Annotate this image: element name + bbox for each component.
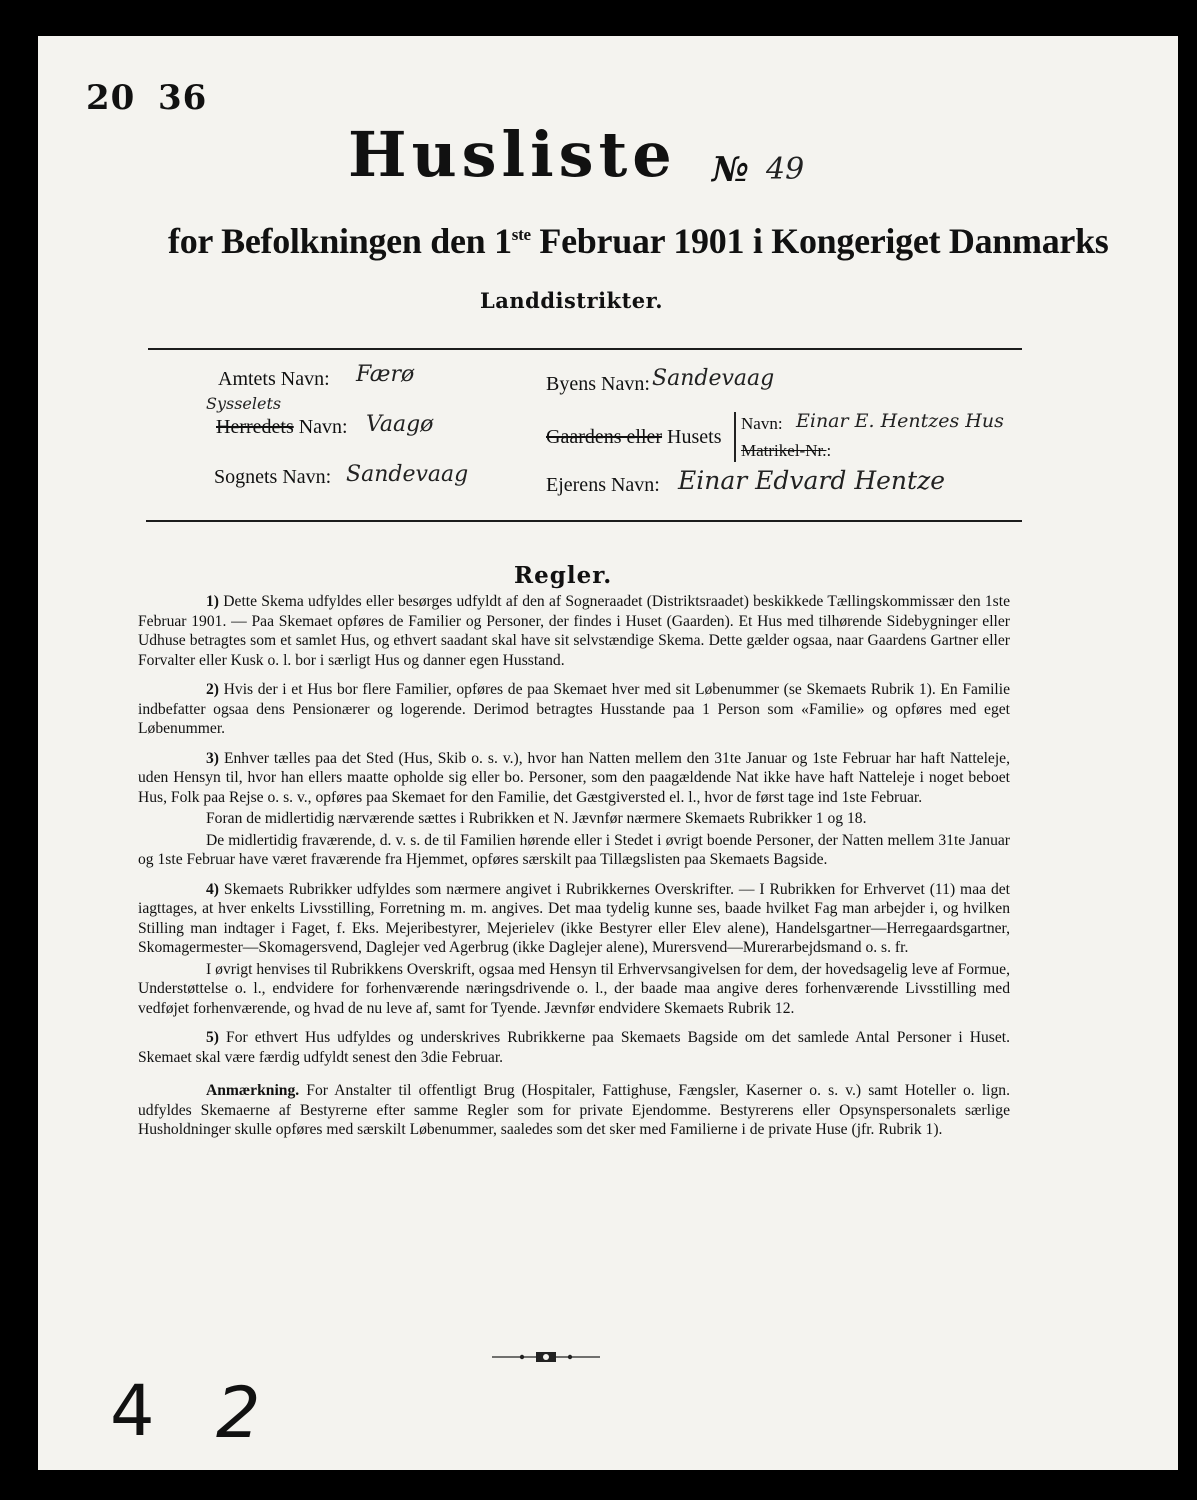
rule-1: 1) Dette Skema udfyldes eller besørges udfyldt af den af Sogneraadet (Distriktsraadet) beskikkede Tællingskommissær den 1ste Februar 1901. — Paa Skemaet opføres de Familier og Personer, der findes i Huset (Gaarden). Et Hus med tilhørende Sidebygninger eller Udhuse betragtes som et samlet Hus, og ethvert saadant skal have sit selvstændige Skema. Dette gælder ogsaa, naar Gaardens Gartner eller Forvalter eller Kusk o. l. bor i særligt Hus og danner egen Husstand. [138,593,1010,669]
syssel-handwritten: Sysselets [206,394,282,413]
handwritten-number-left: 4 [110,1370,155,1452]
district-heading: Landdistrikter. [480,288,664,313]
subtitle: for Befolkningen den 1ste Februar 1901 i Kongeriget Danmarks [168,221,1109,261]
rule-2: 2) Hvis der i et Hus bor flere Familier, opføres de paa Skemaet hver med sit Løbenummer (se Skemaets Rubrik 1). En Familie indbefatter ogsaa dens Pensionærer og logerende. Derimod betragtes Husstande paa 1 Person som «Familie» og opføres med eget Løbenummer. [138,681,1010,737]
by-label: Byens Navn: [546,373,650,395]
rules-heading: Regler. [514,562,613,589]
handwritten-number-right: 2 [216,1372,261,1454]
amt-label: Amtets Navn: [218,368,330,390]
corner-number-left: 20 [86,78,136,118]
sogn-label: Sognets Navn: [214,466,332,488]
herred-value: Vaagø [366,412,434,437]
ejer-value: Einar Edvard Hentze [678,466,946,495]
amt-value: Færø [356,362,415,387]
rule-3b: Foran de midlertidig nærværende sættes i Rubrikken et N. Jævnfør nærmere Skemaets Rubrikker 1 og 18. [206,810,867,827]
by-value: Sandevaag [652,366,775,391]
corner-number-right: 36 [158,78,208,118]
top-divider [148,348,1022,350]
navn-value: Einar E. Hentzes Hus [796,410,1004,432]
rule-4: 4) Skemaets Rubrikker udfyldes som nærmere angivet i Rubrikkernes Overskrifter. — I Rubrikken for Erhvervet (11) maa det iagttages, at hver enkelts Livsstilling, Forretning m. m. angives. Det maa tydelig kunne ses, baade hvilket Fag man arbejder i, og hvilken Stilling man indtager i Faget, f. Eks. Mejeribestyrer, Mejerielev (ikke Bestyrer eller Elev alene), Handelsgartner—Herregaardsgartner, Skomagermester—Skomagersvend, Daglejer ved Agerbrug (ikke Daglejer alene), Murersvend—Murerarbejdsmand o. s. fr. [138,880,1010,956]
ejer-label: Ejerens Navn: [546,474,660,496]
gaard-husets-label: Gaardens eller Husets [546,426,722,448]
decorative-ornament [492,1350,600,1364]
rule-3: 3) Enhver tælles paa det Sted (Hus, Skib o. s. v.), hvor han Natten mellem den 31te Januar og 1ste Februar har haft Natteleje, uden Hensyn til, hvor han ellers maatte opholde sig eller bo. Personer, som den paagældende Nat ikke have haft Natteleje i noget beboet Hus, Folk paa Rejse o. s. v., opføres paa Skemaet for den Familie, det Gæstgiversted el. l., hvor de først tage ind 1ste Februar. [138,749,1010,806]
page-title: Husliste [348,118,677,191]
sogn-value: Sandevaag [346,462,469,487]
rule-5: 5) For ethvert Hus udfyldes og underskrives Rubrikkerne paa Skemaets Bagside om det samlede Antal Personer i Huset. Skemaet skal være færdig udfyldt senest den 3die Februar. [138,1029,1010,1066]
remark: Anmærkning. For Anstalter til offentligt Brug (Hospitaler, Fattighuse, Fængsler, Kaserner o. s. v.) samt Hoteller o. lign. udfyldes Skemaerne af Bestyrerne efter samme Regler som for private Ejendomme. Bestyrerens eller Opsynspersonalets særlige Husholdninger skulle opføres med særskilt Løbenummer, saaledes som det sker med Familierne i de private Huse (jfr. Rubrik 1). [138,1082,1010,1138]
navn-label: Navn: [741,414,783,433]
herred-label: Herredets Navn: [216,416,348,438]
rule-3c: De midlertidig fraværende, d. v. s. de til Familien hørende eller i Stedet i øvrigt boende Personer, der Natten mellem 31te Januar og 1ste Februar have været fraværende fra Hjemmet, opføres særskilt paa Tillægslisten paa Skemaets Bagside. [138,831,1010,868]
middle-divider [146,520,1022,522]
brace-line [734,412,736,462]
number-sign: № [712,150,749,190]
rules-body [138,592,1010,1150]
matrikel-label: Matrikel-Nr.: [741,441,832,460]
list-number-handwritten: 49 [766,152,805,187]
rule-4b: I øvrigt henvises til Rubrikkens Overskrift, ogsaa med Hensyn til Erhvervsangivelsen for dem, der hovedsagelig leve af Formue, Understøttelse o. l., endvidere for forhenværende næringsdrivende o. l., der baade maa angive deres forhenværende Livsstilling med vedføjet forhenværende, og hvad de nu leve af, samt for Tyende. Jævnfør endvidere Skemaets Rubrik 12. [138,960,1010,1017]
